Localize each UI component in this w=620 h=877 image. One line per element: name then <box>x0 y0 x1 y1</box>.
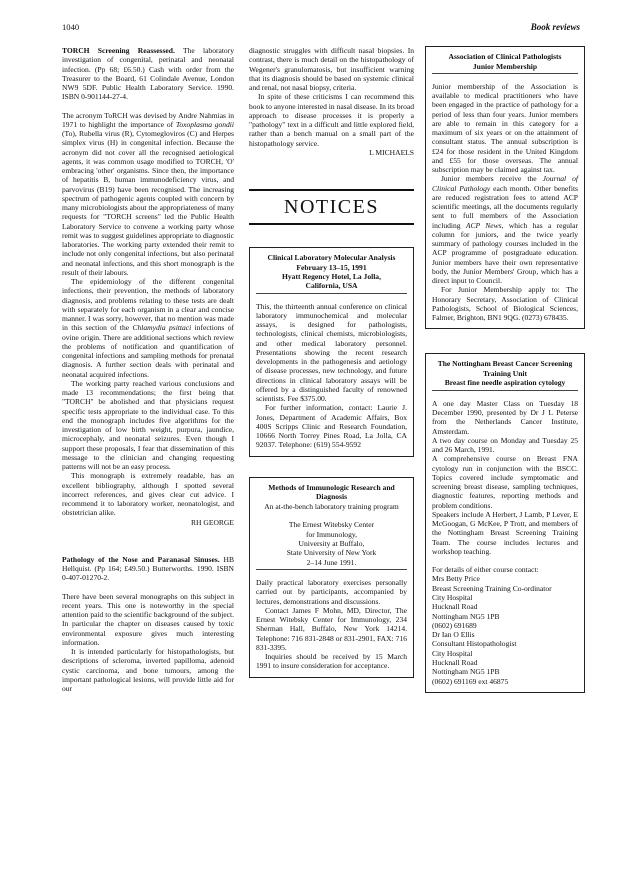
notice-venue: Hyatt Regency Hotel, La Jolla, <box>282 271 381 281</box>
notice-body: For details of either course contact: <box>432 565 539 575</box>
text-run: The epidemiology of the different congenital infections, their prevention, the methods of laboratory diagnosis, and problems relating to these tests are dealt with separately for each organism in a clear and concise manner. I was sorry, however, that no mention was made in this section of the <box>62 277 234 333</box>
review-nose-header <box>62 555 234 583</box>
review-nose-paragraph: It is intended particularly for histopathologists, but descriptions of scleroma, inverted papilloma, adenoid cystic carcinoma, and bone tumours, among the important pathological lesions, will provide little aid for our <box>62 647 234 693</box>
text-run: The acronym ToRCH was devised by Andre Nahmias in 1971 to highlight the importance of <box>62 110 234 129</box>
notice-nottingham-breast-screening <box>425 353 585 693</box>
notice-body: Junior membership of the Association is available to medical practitioners who have been engaged in the practice of pathology for a period of less than four years. Junior members are able to remain in this category for a maximum of six years or on the attainment of consultant status. The annual subscription is £24 for those resident in the United Kingdom and £55 for those overseas. The annual subscription may be claimed against tax. <box>432 81 578 175</box>
contact-line: City Hospital <box>432 593 473 602</box>
review-torch-paragraph <box>62 111 234 278</box>
notices-heading: NOTICES <box>249 189 414 225</box>
notice-body: A two day course on Monday and Tuesday 25 and 26 March, 1991. <box>432 435 578 455</box>
review-nose-citation: HB Hellquist. (Pp 164; £49.50.) Butterworths. 1990. ISBN 0-407-01270-2. <box>62 554 234 583</box>
column-left <box>62 46 234 693</box>
text-run: , which has a regular column for juniors, and the twice yearly summary of pathology courses included in the ACP programme of postgraduate education. Junior members have their own representative body, the Junior Members' Group, which has a direct input to Council. <box>432 220 578 286</box>
reviewer-signature: RH GEORGE <box>191 517 234 527</box>
organism-name: Toxoplasma gondii <box>175 119 234 129</box>
notice-deadline: Inquiries should be received by 15 March 1991 to insure consideration for acceptance. <box>256 652 407 671</box>
contact-line: Hucknall Road <box>432 602 478 612</box>
text-run: Junior members receive the <box>441 174 543 184</box>
review-torch-paragraph: This monograph is extremely readable, has an excellent bibliography, although I spotted several incorrect references, and gives clear cut advice. I recommend it to laboratory worker, neonatologist, and obstetrician alike. <box>62 471 234 518</box>
notice-molecular-analysis <box>249 247 414 457</box>
contact-line: (0602) 691169 ext 46875 <box>432 676 509 686</box>
notice-body <box>432 174 578 285</box>
notice-title: Methods of Immunologic Research and Diagnosis <box>268 482 395 502</box>
contact-line: Hucknall Road <box>432 658 478 668</box>
notice-org: University at Buffalo, <box>298 538 365 548</box>
contact-line: Nottingham NG5 1PB <box>432 667 500 677</box>
notice-title: Association of Clinical Pathologists <box>448 52 562 61</box>
notice-body: A one day Master Class on Tuesday 18 December 1990, presented by Dr J L Peterse from the Netherlands Cancer Institute, Amsterdam. <box>432 398 578 436</box>
notice-dates: February 13–15, 1991 <box>296 262 367 272</box>
contact-line: (0602) 691689 <box>432 620 477 630</box>
notice-contact: Contact James F Mohn, MD, Director, The Ernest Witebsky Center for Immunology, 234 Sherman Hall, Buffalo, New York 14214. Telephone: 716 831-2848 or 831-2901, FAX: 716 831-3395. <box>256 605 407 652</box>
contact-line: Dr Ian O Ellis <box>432 630 475 640</box>
column-right <box>425 46 585 693</box>
journal-name: Journal of Clinical Pathology <box>432 174 578 193</box>
review-torch-citation: The laboratory investigation of congenital, perinatal and neonatal infection. (Pp 68; £6.50.) Cash with order from the Treasurer to the Board, 61 Colindale Avenue, London NW9 5DF. Public Health Laboratory Service. 1990. ISBN 0-901144-27-4. <box>62 46 234 102</box>
notice-acp-junior-membership <box>425 46 585 329</box>
review-torch-header <box>62 46 234 102</box>
review-nose-paragraph: diagnostic struggles with difficult nasal biopsies. In contrast, there is much detail on the histopathology of Wegener's granulomatosis, but insufficient warning that its diagnosis should be based on systemic clinical and renal, not nasal biopsy, criteria. <box>249 46 414 92</box>
notice-contact: For Junior Membership apply to: The Honorary Secretary, Association of Clinical Pathologists, School of Biological Sciences, Falmer, Brighton, BN1 9QG. (0273) 678435. <box>432 285 578 323</box>
contact-line: City Hospital <box>432 648 473 658</box>
text-run: (To), Rubella virus (R), Cytomegloviros (C) and Herpes simplex virus (H) in congenital infection. Because the acronym did not cover all the recognised aetiological agents, it was common usage modified to TORCH, 'O' embracing 'other' organisms. Since then, the importance of hepatitis B, human immunodeficiency virus, and parvovirus (B19) have been recognised. The increasing spectrum of pathogenic agents coupled with concern by many microbiologists about the appropriateness of many requests for "TORCH screens" led the Public Health Laboratory Service to convene a working party whose remit was to suggest guidelines appropriate to diagnostic laboratories. The working party extended their remit to include not only congenital infections, but also perinatal and neonatal infections, and this short monograph is the result of their labours. <box>62 129 234 277</box>
review-nose-title: Pathology of the Nose and Paranasal Sinuses. <box>62 554 220 564</box>
review-torch-paragraph: The working party reached various conclusions and made 13 recommendations; the first being that "TORCH" be abolished and that physicians request specific tests appropriate to the individual case. To this end the monograph includes five algorithms for the investigation of low birth weight, purpura, jaundice, microcephaly, and neonatal seizures. Even though I support these proposals, I fear that dissemination of this message to the clinician and changing requesting patterns will not be an easy process. <box>62 378 234 471</box>
notice-title: The Nottingham Breast Cancer Screening Training Unit <box>437 359 573 378</box>
notice-body: This, the thirteenth annual conference on clinical laboratory immunochemical and molecular assays, is designed for pathologists, technologists, clinical chemists, microbiologists, and other medical laboratory personnel. Presentations showing the recent research developments in the pathogenesis and aetiology of disease processes, new technology, and future directions in clinical laboratory assays will be offered by a distinguished faculty of renowned scientists. Fee $375.00. <box>256 301 407 404</box>
notice-org: for Immunology, <box>305 529 358 539</box>
notice-subtitle: An at-the-bench laboratory training program <box>264 501 399 511</box>
text-run: each month. Other benefits are reduced registration fees to attend ACP scientific meetings, all the documents regularly sent to full members of the Association including <box>432 183 578 230</box>
notice-body: Speakers include A Herbert, J Lamb, P Lever, E McGoogan, G McKee, P Trott, and members of the Nottingham Breast Screening Training Team. The course includes lectures and workshop teaching. <box>432 509 578 556</box>
review-nose-paragraph: There have been several monographs on this subject in recent years. This one is noteworthy in the special attention paid to the scientific background of the subject. In particular the chapter on diseases caused by toxic environmental exposure gives much interesting information. <box>62 591 234 647</box>
contact-line: Nottingham NG5 1PB <box>432 611 500 621</box>
page-number: 1040 <box>62 22 80 32</box>
notice-subtitle: Breast fine needle aspiration cytology <box>444 378 566 388</box>
newsletter-name: ACP News <box>465 220 502 230</box>
contact-line: Breast Screening Training Co-ordinator <box>432 583 552 593</box>
contact-list <box>432 574 578 686</box>
notice-body: A comprehensive course on Breast FNA cytology run in conjunction with the BSCC. Topics covered include symptomatic and screening breast disease, sampling techniques, diagnostic features, reporting methods and problem conditions. <box>432 454 578 510</box>
contact-line: Consultant Histopathologist <box>432 639 517 649</box>
text-run: infections of ovine origin. There are additional sections which review the problems of notification and quantification of congenital infections and sampling methods for prenatal diagnosis. A further section deals with perinatal and neonatal acquired infections. <box>62 323 234 379</box>
review-torch-title: TORCH Screening Reassessed. <box>62 46 175 55</box>
contact-line: Mrs Betty Price <box>432 574 480 584</box>
notice-subtitle: Junior Membership <box>472 61 538 71</box>
notice-dates: 2–14 June 1991. <box>306 557 357 567</box>
notice-org: State University of New York <box>286 548 377 558</box>
review-torch-paragraph <box>62 277 234 379</box>
reviewer-signature: L MICHAELS <box>369 147 414 157</box>
notice-immunologic-research <box>249 477 414 678</box>
notice-org: The Ernest Witebsky Center <box>288 520 375 530</box>
organism-name: Chlamydia psittaci <box>132 323 192 333</box>
notice-body: Daily practical laboratory exercises personally carried out by participants, accompanied by lectures, demonstrations and discussions. <box>256 578 407 606</box>
notice-contact: For further information, contact: Laurie J. Jones, Department of Academic Affairs, Box 400S Scripps Clinic and Research Foundation, 10666 North Torrey Pines Road, La Jolla, CA 92037. Telephone: (619) 554-9592 <box>256 403 407 450</box>
column-middle <box>249 46 414 678</box>
notice-venue: California, USA <box>305 281 358 291</box>
review-nose-paragraph: In spite of these criticisms I can recommend this book to anyone interested in nasal disease. In its broad approach to disease processes it is properly a "pathology" text in a difficult and little explored field, rather than a bench manual on a small part of the histopathology service. <box>249 92 414 148</box>
notice-title: Clinical Laboratory Molecular Analysis <box>267 253 396 262</box>
section-title: Book reviews <box>530 22 580 32</box>
